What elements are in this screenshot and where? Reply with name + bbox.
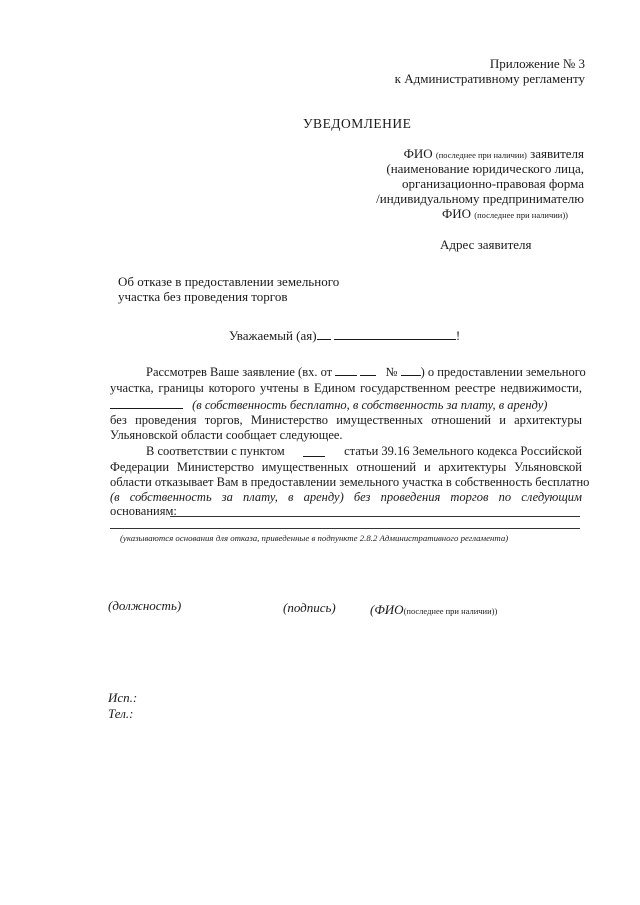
addressee-legal-form: организационно-правовая форма	[402, 176, 584, 191]
greeting	[229, 328, 460, 343]
p2-line-2: Федерации Министерство имущественных отношений и архитектуры Ульяновской	[110, 460, 582, 474]
p1-line-1	[146, 364, 586, 380]
p1-ownership-options: (в собственность бесплатно, в собственность за плату, в аренду)	[192, 398, 548, 412]
p1-date-blank-2	[360, 364, 376, 376]
greeting-blank-short	[317, 328, 331, 340]
signature-fio-note: (последнее при наличии))	[403, 606, 498, 616]
signature-sign: (подпись)	[283, 600, 336, 615]
greeting-exclamation: !	[455, 328, 461, 343]
p2-line-5: основаниям:	[110, 504, 177, 518]
p1-line-4: без проведения торгов, Министерство имущественных отношений и архитектуры	[110, 413, 582, 427]
signature-fio	[370, 602, 497, 619]
addressee-entrepreneur-fio	[442, 206, 568, 223]
p1-intro: Рассмотрев Ваше заявление (вх. от	[146, 365, 333, 379]
subject-line-2: участка без проведения торгов	[118, 289, 288, 304]
greeting-text: Уважаемый (ая)	[229, 328, 317, 343]
p2-line-3: области отказывает Вам в предоставлении земельного участка в собственность бесплатно	[110, 475, 590, 489]
grounds-blank-line-2	[110, 528, 580, 529]
p1-date-blank-1	[335, 364, 357, 376]
document-title: УВЕДОМЛЕНИЕ	[303, 116, 412, 131]
p1-number-sign: №	[385, 365, 398, 379]
signature-fio-label: (ФИО	[370, 602, 404, 617]
p1-line-2: участка, границы которого учтены в Едином государственном реестре недвижимости,	[110, 381, 582, 395]
p2-line-1	[146, 444, 582, 459]
addressee-legal-name: (наименование юридического лица,	[386, 161, 584, 176]
addressee-fio-tail: заявителя	[530, 146, 584, 161]
phone-label: Тел.:	[108, 706, 134, 721]
grounds-note: (указываются основания для отказа, приведенные в подпункте 2.8.2 Административного регламента)	[120, 533, 509, 543]
addressee-fio-label: ФИО	[403, 146, 433, 161]
greeting-name-blank	[334, 328, 456, 340]
subject-line-1: Об отказе в предоставлении земельного	[118, 274, 340, 289]
entrepreneur-fio-label: ФИО	[441, 206, 471, 221]
p1-type-blank	[110, 397, 183, 409]
p2-article: статьи 39.16 Земельного кодекса Российской	[344, 444, 582, 458]
grounds-blank-line-1	[170, 516, 580, 517]
p1-line-3	[110, 397, 547, 413]
p2-intro: В соответствии с пунктом	[146, 444, 285, 458]
executor-label: Исп.:	[108, 690, 138, 705]
addressee-fio-note: (последнее при наличии)	[435, 150, 527, 160]
p2-clause-blank	[303, 445, 325, 457]
entrepreneur-fio-note: (последнее при наличии))	[474, 210, 568, 220]
p1-line-1-tail: ) о предоставлении земельного	[420, 365, 586, 379]
applicant-address: Адрес заявителя	[440, 237, 532, 252]
p2-line-4: (в собственность за плату, в аренду) без проведения торгов по следующим	[110, 490, 582, 504]
appendix-number: Приложение № 3	[489, 56, 585, 71]
regulation-reference: к Административному регламенту	[394, 71, 585, 86]
addressee-entrepreneur: /индивидуальному предпринимателю	[376, 191, 584, 206]
p1-line-5: Ульяновской области сообщает следующее.	[110, 428, 343, 442]
p1-number-blank	[401, 364, 421, 376]
signature-position: (должность)	[108, 598, 182, 613]
